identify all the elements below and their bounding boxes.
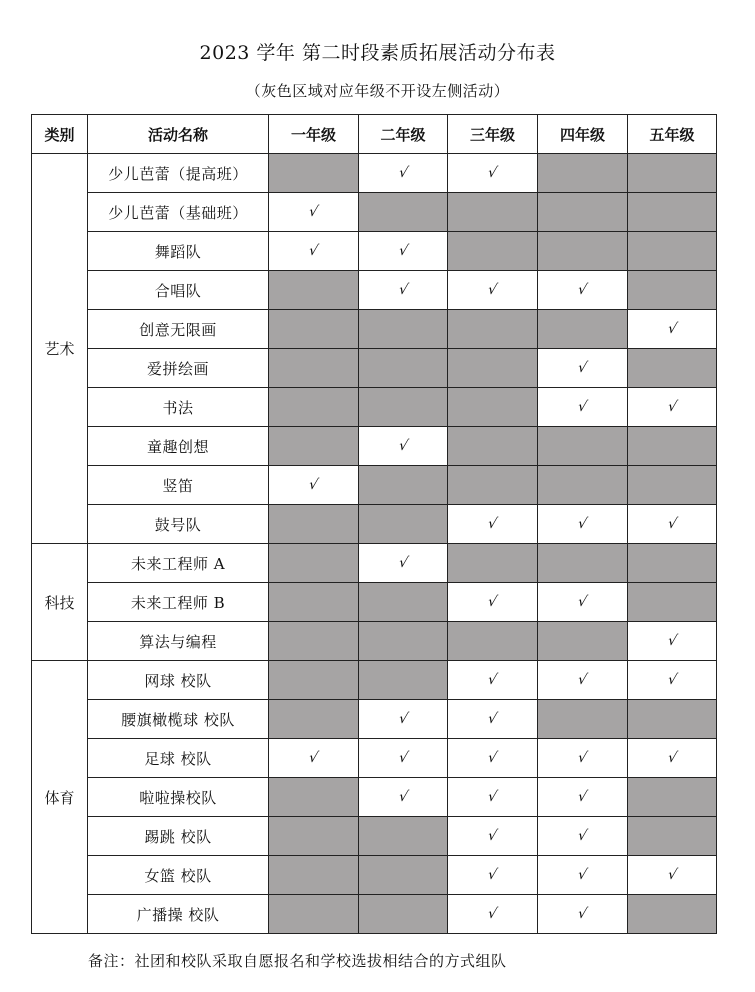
check-icon <box>448 856 538 895</box>
check-icon <box>538 778 628 817</box>
check-icon <box>538 271 628 310</box>
unavailable-cell <box>269 544 359 583</box>
footnote: 备注：社团和校队采取自愿报名和学校选拔相结合的方式组队 <box>88 952 507 970</box>
activity-name-cell: 未来工程师 B <box>88 583 269 622</box>
unavailable-cell <box>448 466 538 505</box>
activity-name-cell: 创意无限画 <box>88 310 269 349</box>
activity-name-cell: 鼓号队 <box>88 505 269 544</box>
table-row <box>32 622 717 661</box>
check-icon <box>538 349 628 388</box>
table-row <box>32 388 717 427</box>
unavailable-cell <box>538 154 628 193</box>
unavailable-cell <box>269 271 359 310</box>
header-grade-4: 四年级 <box>538 115 628 154</box>
header-grade-2: 二年级 <box>359 115 448 154</box>
check-icon <box>448 817 538 856</box>
unavailable-cell <box>359 583 448 622</box>
unavailable-cell <box>538 310 628 349</box>
table-row <box>32 232 717 271</box>
table-row <box>32 271 717 310</box>
check-icon <box>538 739 628 778</box>
page-title: 2023 学年 第二时段素质拓展活动分布表 <box>199 42 556 64</box>
unavailable-cell <box>538 622 628 661</box>
check-icon <box>628 505 717 544</box>
unavailable-cell <box>359 661 448 700</box>
check-icon <box>359 427 448 466</box>
check-icon <box>538 661 628 700</box>
check-icon <box>448 271 538 310</box>
unavailable-cell <box>359 193 448 232</box>
unavailable-cell <box>448 622 538 661</box>
activity-name-cell: 爱拼绘画 <box>88 349 269 388</box>
unavailable-cell <box>538 232 628 271</box>
unavailable-cell <box>628 193 717 232</box>
category-cell: 科技 <box>32 544 88 661</box>
table-row <box>32 700 717 739</box>
check-icon <box>269 232 359 271</box>
unavailable-cell <box>538 544 628 583</box>
page-subtitle: （灰色区域对应年级不开设左侧活动） <box>245 82 510 100</box>
activity-name-cell: 足球 校队 <box>88 739 269 778</box>
activity-name-cell: 未来工程师 A <box>88 544 269 583</box>
check-icon <box>448 661 538 700</box>
check-icon <box>448 583 538 622</box>
unavailable-cell <box>448 388 538 427</box>
table-row <box>32 193 717 232</box>
header-grade-3: 三年级 <box>448 115 538 154</box>
check-icon <box>628 739 717 778</box>
unavailable-cell <box>628 427 717 466</box>
unavailable-cell <box>269 388 359 427</box>
unavailable-cell <box>628 544 717 583</box>
unavailable-cell <box>359 349 448 388</box>
activity-name-cell: 算法与编程 <box>88 622 269 661</box>
unavailable-cell <box>628 466 717 505</box>
table-row <box>32 817 717 856</box>
activity-name-cell: 少儿芭蕾（基础班） <box>88 193 269 232</box>
activity-name-cell: 广播操 校队 <box>88 895 269 934</box>
table-row <box>32 466 717 505</box>
unavailable-cell <box>448 232 538 271</box>
table-row <box>32 583 717 622</box>
header-row <box>32 115 717 154</box>
unavailable-cell <box>628 232 717 271</box>
unavailable-cell <box>269 427 359 466</box>
check-icon <box>628 310 717 349</box>
table-row <box>32 778 717 817</box>
unavailable-cell <box>538 466 628 505</box>
unavailable-cell <box>359 895 448 934</box>
check-icon <box>448 739 538 778</box>
check-icon <box>359 778 448 817</box>
check-icon <box>538 583 628 622</box>
header-activity: 活动名称 <box>88 115 269 154</box>
activity-name-cell: 网球 校队 <box>88 661 269 700</box>
activity-name-cell: 踢跳 校队 <box>88 817 269 856</box>
unavailable-cell <box>359 817 448 856</box>
check-icon <box>448 505 538 544</box>
unavailable-cell <box>269 622 359 661</box>
unavailable-cell <box>628 271 717 310</box>
check-icon <box>359 544 448 583</box>
check-icon <box>448 700 538 739</box>
unavailable-cell <box>628 817 717 856</box>
table-row <box>32 154 717 193</box>
check-icon <box>359 739 448 778</box>
check-icon <box>538 505 628 544</box>
category-cell: 体育 <box>32 661 88 934</box>
unavailable-cell <box>628 895 717 934</box>
table-row <box>32 505 717 544</box>
unavailable-cell <box>269 583 359 622</box>
unavailable-cell <box>269 661 359 700</box>
unavailable-cell <box>538 427 628 466</box>
unavailable-cell <box>269 505 359 544</box>
unavailable-cell <box>628 349 717 388</box>
unavailable-cell <box>628 583 717 622</box>
unavailable-cell <box>269 778 359 817</box>
unavailable-cell <box>448 193 538 232</box>
check-icon <box>359 232 448 271</box>
check-icon <box>628 856 717 895</box>
activity-name-cell: 少儿芭蕾（提高班） <box>88 154 269 193</box>
table-body <box>32 154 717 934</box>
unavailable-cell <box>628 778 717 817</box>
check-icon <box>628 622 717 661</box>
unavailable-cell <box>359 310 448 349</box>
check-icon <box>448 154 538 193</box>
table-row <box>32 349 717 388</box>
unavailable-cell <box>628 154 717 193</box>
table-row <box>32 856 717 895</box>
unavailable-cell <box>269 895 359 934</box>
activity-name-cell: 竖笛 <box>88 466 269 505</box>
check-icon <box>538 388 628 427</box>
unavailable-cell <box>269 700 359 739</box>
unavailable-cell <box>269 856 359 895</box>
activity-name-cell: 腰旗橄榄球 校队 <box>88 700 269 739</box>
unavailable-cell <box>359 505 448 544</box>
check-icon <box>269 193 359 232</box>
unavailable-cell <box>269 349 359 388</box>
unavailable-cell <box>359 856 448 895</box>
activity-distribution-table <box>31 114 717 934</box>
unavailable-cell <box>269 817 359 856</box>
category-cell: 艺术 <box>32 154 88 544</box>
check-icon <box>359 154 448 193</box>
table-row <box>32 544 717 583</box>
check-icon <box>359 700 448 739</box>
table-row <box>32 661 717 700</box>
header-category: 类别 <box>32 115 88 154</box>
unavailable-cell <box>359 388 448 427</box>
unavailable-cell <box>538 193 628 232</box>
unavailable-cell <box>628 700 717 739</box>
check-icon <box>269 466 359 505</box>
check-icon <box>448 778 538 817</box>
unavailable-cell <box>269 310 359 349</box>
unavailable-cell <box>448 427 538 466</box>
unavailable-cell <box>359 622 448 661</box>
unavailable-cell <box>269 154 359 193</box>
unavailable-cell <box>448 349 538 388</box>
activity-name-cell: 女篮 校队 <box>88 856 269 895</box>
table-row <box>32 310 717 349</box>
check-icon <box>269 739 359 778</box>
table-row <box>32 427 717 466</box>
unavailable-cell <box>359 466 448 505</box>
activity-name-cell: 合唱队 <box>88 271 269 310</box>
check-icon <box>538 895 628 934</box>
check-icon <box>359 271 448 310</box>
check-icon <box>628 388 717 427</box>
activity-name-cell: 舞蹈队 <box>88 232 269 271</box>
check-icon <box>538 817 628 856</box>
unavailable-cell <box>448 544 538 583</box>
unavailable-cell <box>538 700 628 739</box>
table-row <box>32 895 717 934</box>
activity-name-cell: 啦啦操校队 <box>88 778 269 817</box>
header-grade-1: 一年级 <box>269 115 359 154</box>
activity-name-cell: 童趣创想 <box>88 427 269 466</box>
table-row <box>32 739 717 778</box>
check-icon <box>628 661 717 700</box>
header-grade-5: 五年级 <box>628 115 717 154</box>
unavailable-cell <box>448 310 538 349</box>
check-icon <box>448 895 538 934</box>
activity-name-cell: 书法 <box>88 388 269 427</box>
check-icon <box>538 856 628 895</box>
